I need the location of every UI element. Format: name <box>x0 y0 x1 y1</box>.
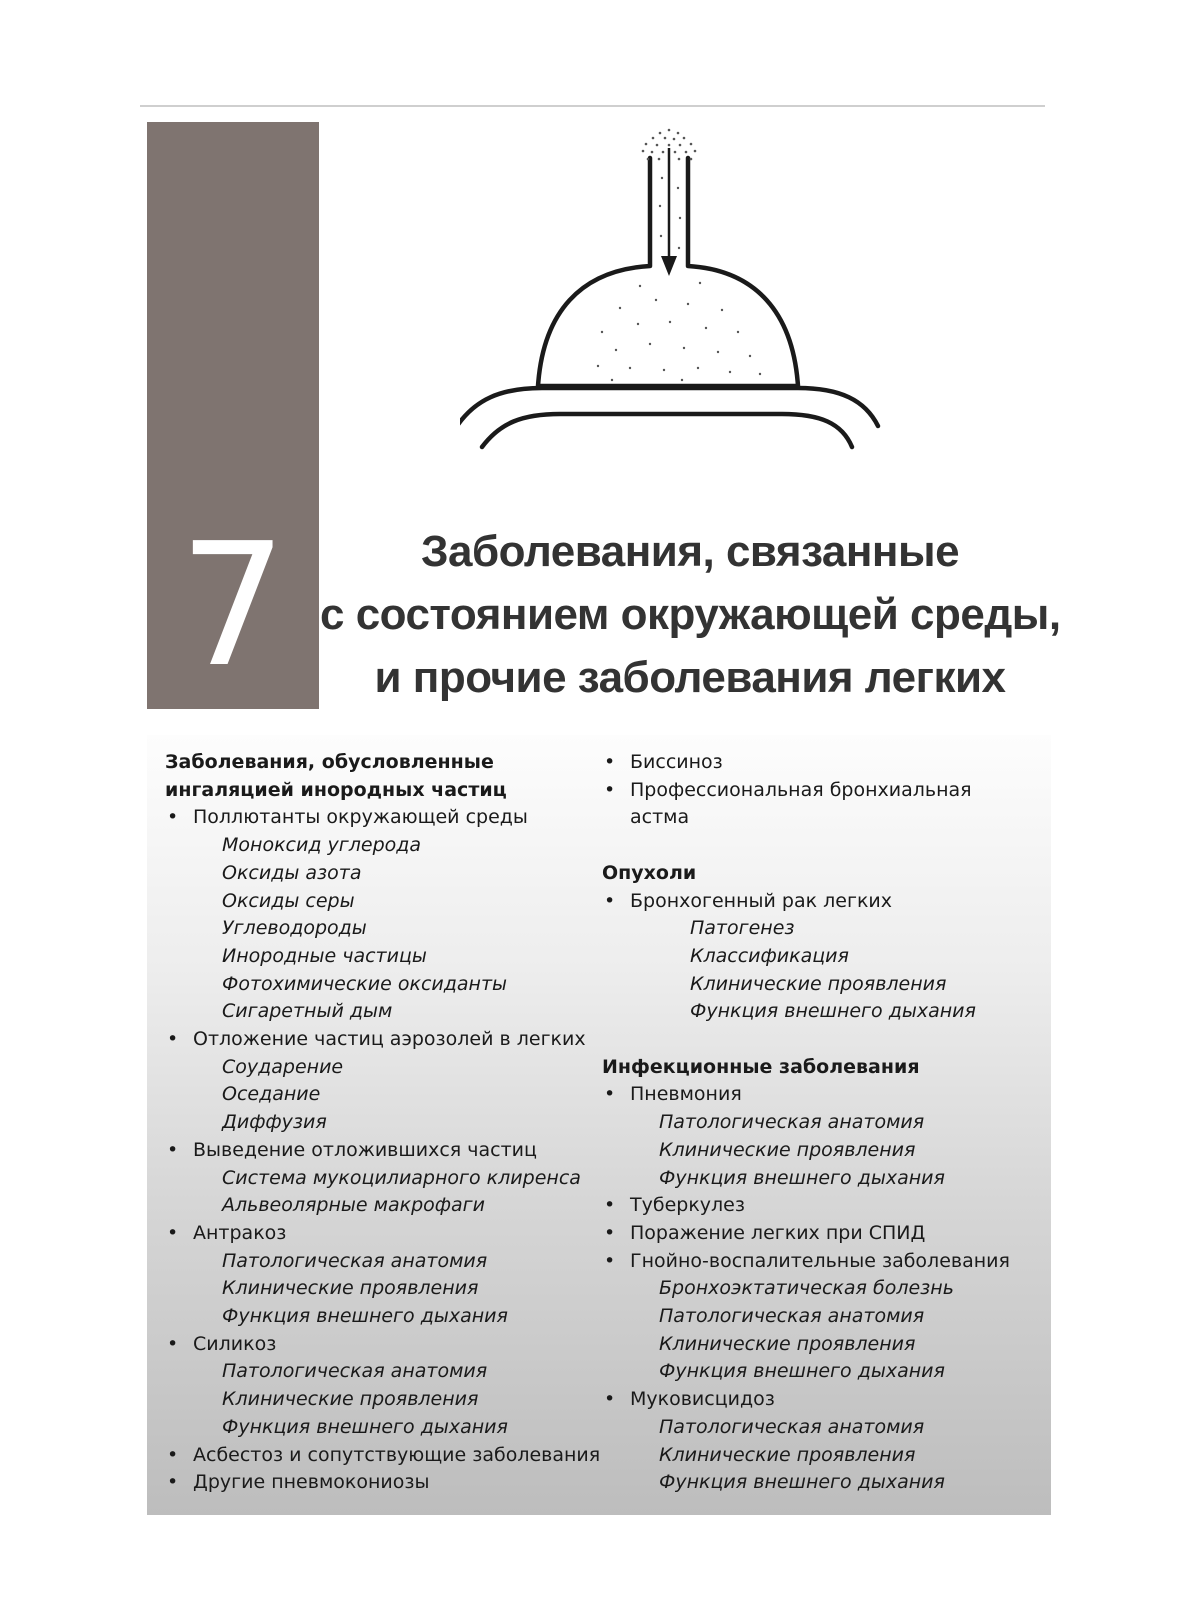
header-rule <box>140 105 1045 107</box>
sub-item: Функция внешнего дыхания <box>690 1000 976 1023</box>
sub-item: Клинические проявления <box>690 972 947 995</box>
sub-item: Классификация <box>690 944 849 967</box>
list-item-continuation: астма <box>630 806 690 829</box>
list-item: • Асбестоз и сопутствующие заболевания <box>165 1442 605 1470</box>
list-item: • Профессиональная бронхиальная <box>602 777 1047 805</box>
list-item: • Муковисцидоз <box>602 1386 1047 1414</box>
bullet: • <box>167 1138 179 1161</box>
sub-item: Клинические проявления <box>222 1388 479 1411</box>
sub-item: Функция внешнего дыхания <box>222 1415 508 1438</box>
sub-item: Патогенез <box>690 917 795 940</box>
list-item: • Отложение частиц аэрозолей в легких <box>165 1026 605 1054</box>
list-item: • Поллютанты окружающей среды <box>165 804 605 832</box>
bullet: • <box>604 889 616 912</box>
sub-item: Функция внешнего дыхания <box>659 1360 945 1383</box>
section-title: ингаляцией инородных частиц <box>165 778 507 801</box>
list-item: • Другие пневмокониозы <box>165 1469 605 1497</box>
sub-item: Оседание <box>222 1083 321 1106</box>
sub-item: Инородные частицы <box>222 944 427 967</box>
sub-item: Бронхоэктатическая болезнь <box>659 1277 954 1300</box>
bullet: • <box>604 1083 616 1106</box>
sub-item: Функция внешнего дыхания <box>222 1305 508 1328</box>
arrow-head <box>661 256 677 276</box>
list-item: • Туберкулез <box>602 1192 1047 1220</box>
list-item: • Силикоз <box>165 1331 605 1359</box>
chapter-title-line: с состоянием окружающей среды, <box>320 590 1061 639</box>
bullet: • <box>167 806 179 829</box>
section-title: Инфекционные заболевания <box>602 1055 920 1078</box>
sub-item: Патологическая анатомия <box>659 1305 925 1328</box>
sub-item: Сигаретный дым <box>222 1000 393 1023</box>
sub-item: Патологическая анатомия <box>659 1415 925 1438</box>
list-item: • Бронхогенный рак легких <box>602 888 1047 916</box>
list-item: • Пневмония <box>602 1081 1047 1109</box>
list-item: • Биссиноз <box>602 749 1047 777</box>
bullet: • <box>604 751 616 773</box>
inhalation-chamber-icon <box>460 118 910 463</box>
bullet: • <box>167 1332 179 1355</box>
sub-item: Клинические проявления <box>659 1443 916 1466</box>
section-title: Опухоли <box>602 861 697 884</box>
sub-item: Оксиды серы <box>222 889 355 912</box>
particle-cloud <box>597 129 761 381</box>
sub-item: Система мукоцилиарного клиренса <box>222 1166 581 1189</box>
sub-item: Фотохимические оксиданты <box>222 972 508 995</box>
bullet: • <box>604 1194 616 1217</box>
sub-item: Углеводороды <box>222 917 367 940</box>
sub-item: Моноксид углерода <box>222 834 422 857</box>
bullet: • <box>167 1471 179 1494</box>
chapter-number: 7 <box>178 507 288 705</box>
sub-item: Патологическая анатомия <box>222 1249 488 1272</box>
bullet: • <box>604 778 616 801</box>
list-item: • Поражение легких при СПИД <box>602 1220 1047 1248</box>
sub-item: Клинические проявления <box>222 1277 479 1300</box>
sub-item: Оксиды азота <box>222 861 362 884</box>
sub-item: Диффузия <box>222 1111 327 1134</box>
chapter-title-line: Заболевания, связанные <box>420 527 960 576</box>
chapter-title <box>320 520 1060 709</box>
bullet: • <box>167 1028 179 1051</box>
chapter-number-block <box>147 122 319 709</box>
sub-item: Альвеолярные макрофаги <box>222 1194 485 1217</box>
sub-item: Клинические проявления <box>659 1138 916 1161</box>
sub-item: Патологическая анатомия <box>659 1111 925 1134</box>
bullet: • <box>167 1221 179 1244</box>
sub-item: Патологическая анатомия <box>222 1360 488 1383</box>
sub-item: Функция внешнего дыхания <box>659 1471 945 1494</box>
section-title: Заболевания, обусловленные <box>165 751 494 773</box>
chapter-title-line: и прочие заболевания легких <box>374 653 1006 702</box>
bullet: • <box>604 1221 616 1244</box>
list-item: • Антракоз <box>165 1220 605 1248</box>
contents-left-column <box>165 749 605 1497</box>
bullet: • <box>167 1443 179 1466</box>
sub-item: Соударение <box>222 1055 344 1078</box>
list-item: • Гнойно-воспалительные заболевания <box>602 1248 1047 1276</box>
contents-right-column <box>602 749 1047 1497</box>
sub-item: Клинические проявления <box>659 1332 916 1355</box>
sub-item: Функция внешнего дыхания <box>659 1166 945 1189</box>
chapter-contents <box>147 735 1051 1515</box>
bullet: • <box>604 1388 616 1411</box>
bullet: • <box>604 1249 616 1272</box>
list-item: • Выведение отложившихся частиц <box>165 1137 605 1165</box>
